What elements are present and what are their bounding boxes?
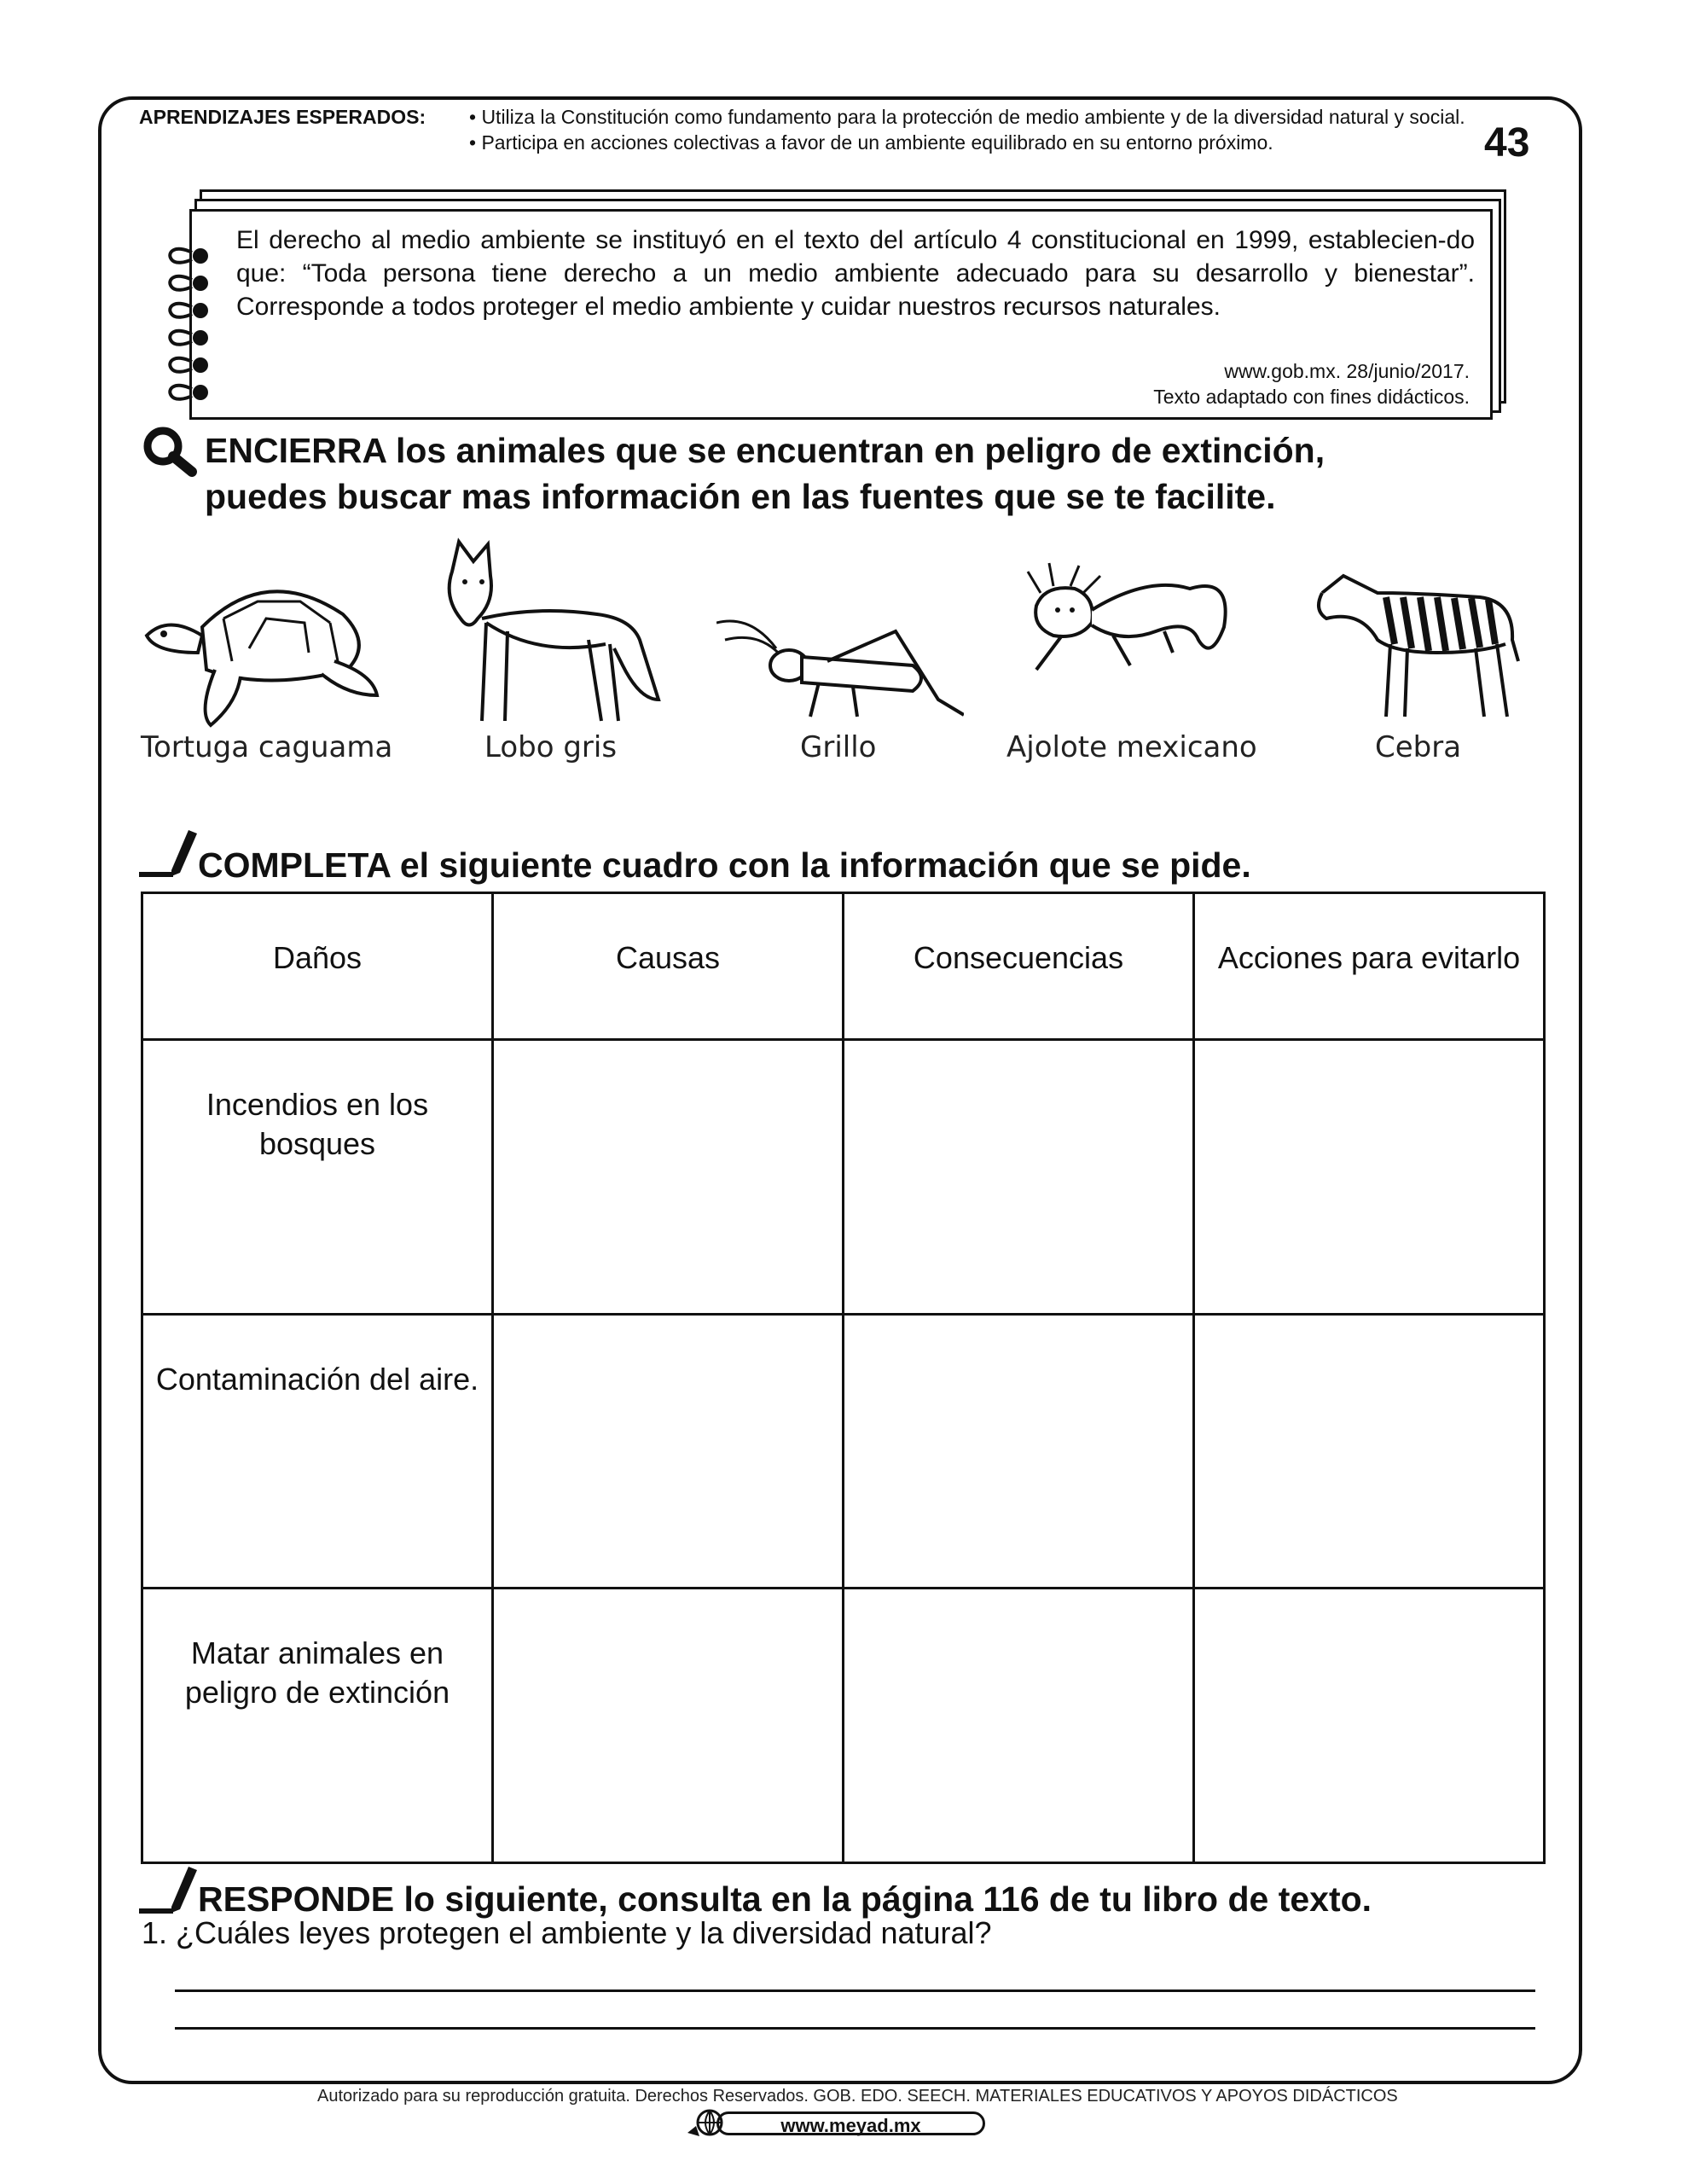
animal-label-grillo: Grillo bbox=[800, 730, 877, 764]
note-source-line: Texto adaptado con fines didácticos. bbox=[1153, 386, 1470, 408]
spiral-ring-icon bbox=[166, 380, 214, 411]
spiral-ring-icon bbox=[166, 353, 214, 384]
answer-cell[interactable] bbox=[844, 1314, 1194, 1589]
cricket-illustration[interactable] bbox=[716, 614, 964, 725]
answer-line[interactable] bbox=[175, 1989, 1535, 1992]
spiral-ring-icon bbox=[166, 326, 214, 357]
table-row bbox=[142, 1039, 1545, 1314]
note-text: El derecho al medio ambiente se instituyó en el texto del artículo 4 constitucional en 1999, establecien-do que: “Toda persona tiene derecho a un medio ambiente adecuado para su desarrollo y bienestar”. Corresponde a todos proteger el medio ambiente y cuidar nuestros recursos naturales. bbox=[236, 226, 1475, 321]
information-table bbox=[141, 892, 1546, 1864]
instruction-encierra-line1: ENCIERRA los animales que se encuentran en peligro de extinción, bbox=[205, 431, 1325, 470]
table-header-row bbox=[142, 893, 1545, 1040]
learning-item: • Participa en acciones colectivas a favor de un ambiente equilibrado en su entorno próximo. bbox=[469, 131, 1273, 154]
instruction-responde: RESPONDE lo siguiente, consulta en la página 116 de tu libro de texto. bbox=[198, 1879, 1372, 1919]
learning-item: • Utiliza la Constitución como fundamento para la protección de medio ambiente y de la diversidad natural y social. bbox=[469, 106, 1465, 128]
answer-cell[interactable] bbox=[1194, 1314, 1545, 1589]
table-row-label: Contaminación del aire. bbox=[142, 1314, 493, 1589]
note-source bbox=[1153, 358, 1470, 410]
spiral-ring-icon bbox=[166, 271, 214, 302]
table-header-cell: Acciones para evitarlo bbox=[1194, 893, 1545, 1040]
question-1: 1. ¿Cuáles leyes protegen el ambiente y la diversidad natural? bbox=[142, 1915, 992, 1950]
spiral-ring-icon bbox=[166, 244, 214, 275]
animal-label-ajolote: Ajolote mexicano bbox=[1006, 730, 1257, 764]
table-row bbox=[142, 1589, 1545, 1863]
footer-text: Autorizado para su reproducción gratuita. Derechos Reservados. GOB. EDO. SEECH. MATERIALES EDUCATIVOS Y APOYOS DIDÁCTICOS bbox=[317, 2087, 1398, 2106]
axolotl-illustration[interactable] bbox=[1019, 559, 1237, 682]
table-header-cell: Causas bbox=[493, 893, 844, 1040]
turtle-illustration[interactable] bbox=[138, 567, 386, 729]
learning-label: APRENDIZAJES ESPERADOS: bbox=[139, 106, 426, 128]
animal-label-tortuga: Tortuga caguama bbox=[141, 730, 393, 764]
answer-cell[interactable] bbox=[493, 1039, 844, 1314]
answer-cell[interactable] bbox=[844, 1589, 1194, 1863]
info-note bbox=[189, 209, 1493, 420]
answer-line[interactable] bbox=[175, 2027, 1535, 2030]
instruction-encierra-line2: puedes buscar mas información en las fuentes que se te facilite. bbox=[205, 477, 1276, 516]
answer-cell[interactable] bbox=[844, 1039, 1194, 1314]
magnifier-icon bbox=[139, 424, 200, 477]
wolf-illustration[interactable] bbox=[435, 537, 665, 729]
answer-cell[interactable] bbox=[493, 1589, 844, 1863]
zebra-illustration[interactable] bbox=[1309, 559, 1527, 725]
answer-cell[interactable] bbox=[493, 1314, 844, 1589]
animal-label-cebra: Cebra bbox=[1375, 730, 1462, 764]
pencil-icon bbox=[139, 1860, 199, 1915]
instruction-completa: COMPLETA el siguiente cuadro con la información que se pide. bbox=[198, 845, 1251, 885]
page-number: 43 bbox=[1484, 120, 1530, 166]
note-source-line: www.gob.mx. 28/junio/2017. bbox=[1224, 360, 1470, 382]
table-row-label: Matar animales en peligro de extinción bbox=[142, 1589, 493, 1863]
table-header-cell: Consecuencias bbox=[844, 893, 1194, 1040]
website-link[interactable]: www.meyad.mx bbox=[716, 2111, 985, 2135]
table-row-label: Incendios en los bosques bbox=[142, 1039, 493, 1314]
pencil-icon bbox=[139, 823, 199, 879]
table-header-cell: Daños bbox=[142, 893, 493, 1040]
answer-cell[interactable] bbox=[1194, 1589, 1545, 1863]
animal-label-lobo: Lobo gris bbox=[484, 730, 618, 764]
spiral-ring-icon bbox=[166, 299, 214, 329]
table-row bbox=[142, 1314, 1545, 1589]
answer-cell[interactable] bbox=[1194, 1039, 1545, 1314]
